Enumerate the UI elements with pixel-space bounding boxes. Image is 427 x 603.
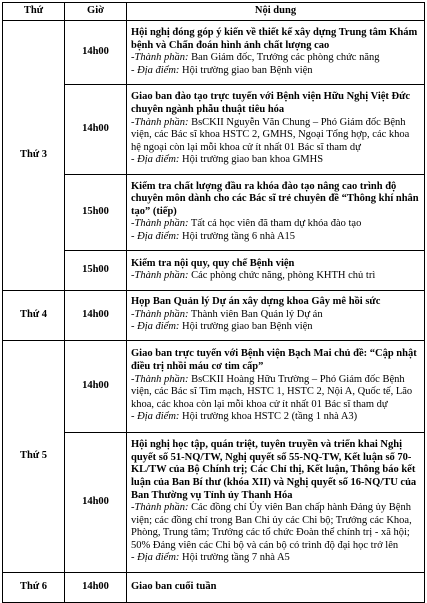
table-row [3,572,425,602]
header-day: Thứ [3,3,65,21]
time-cell: 15h00 [65,250,127,290]
event-participants: Thành viên Ban Quản lý Dự án [188,308,323,320]
table-row [3,20,425,84]
participants-label: -Thành phần: [131,218,189,230]
participants-label: -Thành phần: [131,116,189,128]
header-row [3,3,425,21]
event-location: Hội trường giao ban Bệnh viện [179,321,313,333]
event-title: Hội nghị học tập, quán triệt, tuyên truyền và triển khai Nghị quyết số 51-NQ/TW, Nghị quyết số 55-NQ-TW, Kết luận số 70-KL/TW của Bộ Chính trị; Các Chỉ thị, Kết luận, Thông báo kết luận của Ban Bí thư (khóa XII) và Nghị quyết số 16-NQ/TU của Ban Thường vụ Tỉnh ủy Thanh Hóa [131,439,417,501]
table-row [3,84,425,174]
event-participants: BsCKII Hoàng Hữu Trường – Phó Giám đốc Bệnh viện, các Bác sĩ Tim mạch, HSTC 1, HSTC 2, Nội A, Quốc tế, Lão khoa, các khoa còn lại mỗi khoa cử ít nhất 01 Bác sĩ tham dự [131,373,413,410]
participants-label: -Thành phần: [131,52,189,64]
time-cell: 14h00 [65,340,127,432]
location-label: - Địa điểm: [131,552,180,564]
day-cell: Thứ 6 [3,572,65,602]
participants-label: -Thành phần: [131,502,189,514]
event-content [127,174,425,250]
table-row [3,432,425,572]
event-content [127,340,425,432]
time-cell: 15h00 [65,174,127,250]
participants-label: -Thành phần: [131,308,189,320]
location-label: - Địa điểm: [131,411,180,423]
event-title: Giao ban trực tuyến với Bệnh viện Bạch Mai chủ đề: “Cập nhật điều trị nhồi máu cơ tim cấp” [131,348,417,372]
event-title: Kiểm tra nội quy, quy chế Bệnh viện [131,257,295,269]
header-time: Giờ [65,3,127,21]
event-title: Kiểm tra chất lượng đầu ra khóa đào tạo nâng cao trình độ chuyên môn dành cho các Bác sĩ trẻ chuyên đề “Thông khí nhân tạo” (tiếp) [131,180,419,217]
event-location: Hội trường giao ban khoa GMHS [179,154,324,166]
day-cell: Thứ 5 [3,340,65,572]
event-participants: Các đồng chí Ủy viên Ban chấp hành Đảng ủy Bệnh viện; các đồng chí trong Ban Chi ủy các Chi bộ; Trưởng các Khoa, Phòng, Trung tâm; Trưởng các tổ chức Đoàn thể chính trị - xã hội; 50% Đảng viên các Chi bộ và cán bộ có trình độ đại học trở lên [131,502,412,551]
event-content [127,432,425,572]
day-cell: Thứ 3 [3,20,65,290]
time-cell: 14h00 [65,432,127,572]
day-cell: Thứ 4 [3,290,65,340]
participants-label: -Thành phần: [131,270,189,282]
participants-label: -Thành phần: [131,373,189,385]
event-participants: Tất cả học viên đã tham dự khóa đào tạo [188,218,362,230]
event-participants: Ban Giám đốc, Trưởng các phòng chức năng [188,52,380,64]
table-row [3,340,425,432]
table-row [3,290,425,340]
event-content [127,20,425,84]
event-title: Giao ban đào tạo trực tuyến với Bệnh viện Hữu Nghị Việt Đức chuyên ngành phẫu thuật tiêu hóa [131,91,411,115]
event-participants: Các phòng chức năng, phòng KHTH chủ trì [188,270,376,282]
schedule-table [2,2,425,603]
time-cell: 14h00 [65,572,127,602]
header-content: Nội dung [127,3,425,21]
event-content [127,572,425,602]
event-location: Hội trường giao ban Bệnh viện [179,64,313,76]
event-title: Giao ban cuối tuần [131,580,217,592]
location-label: - Địa điểm: [131,230,180,242]
event-content [127,250,425,290]
event-content [127,84,425,174]
location-label: - Địa điểm: [131,154,180,166]
time-cell: 14h00 [65,20,127,84]
location-label: - Địa điểm: [131,64,180,76]
event-title: Họp Ban Quản lý Dự án xây dựng khoa Gây mê hồi sức [131,296,381,308]
time-cell: 14h00 [65,84,127,174]
table-row [3,174,425,250]
event-content [127,290,425,340]
location-label: - Địa điểm: [131,321,180,333]
event-location: Hội trường tầng 7 nhà A5 [179,552,290,564]
time-cell: 14h00 [65,290,127,340]
table-row [3,250,425,290]
event-title: Hội nghị đóng góp ý kiến về thiết kế xây dựng Trung tâm Khám bệnh và Chẩn đoán hình ảnh chất lượng cao [131,26,418,51]
event-location: Hội trường khoa HSTC 2 (tầng 1 nhà A3) [179,411,358,423]
event-location: Hội trường tầng 6 nhà A15 [179,230,296,242]
event-participants: BsCKII Nguyễn Văn Chung – Phó Giám đốc Bệnh viện, các Bác sĩ khoa HSTC 2, GMHS, Ngoại Tổng hợp, các khoa hệ ngoại còn lại mỗi khoa cử ít nhất 01 Bác sĩ tham dự [131,116,410,153]
